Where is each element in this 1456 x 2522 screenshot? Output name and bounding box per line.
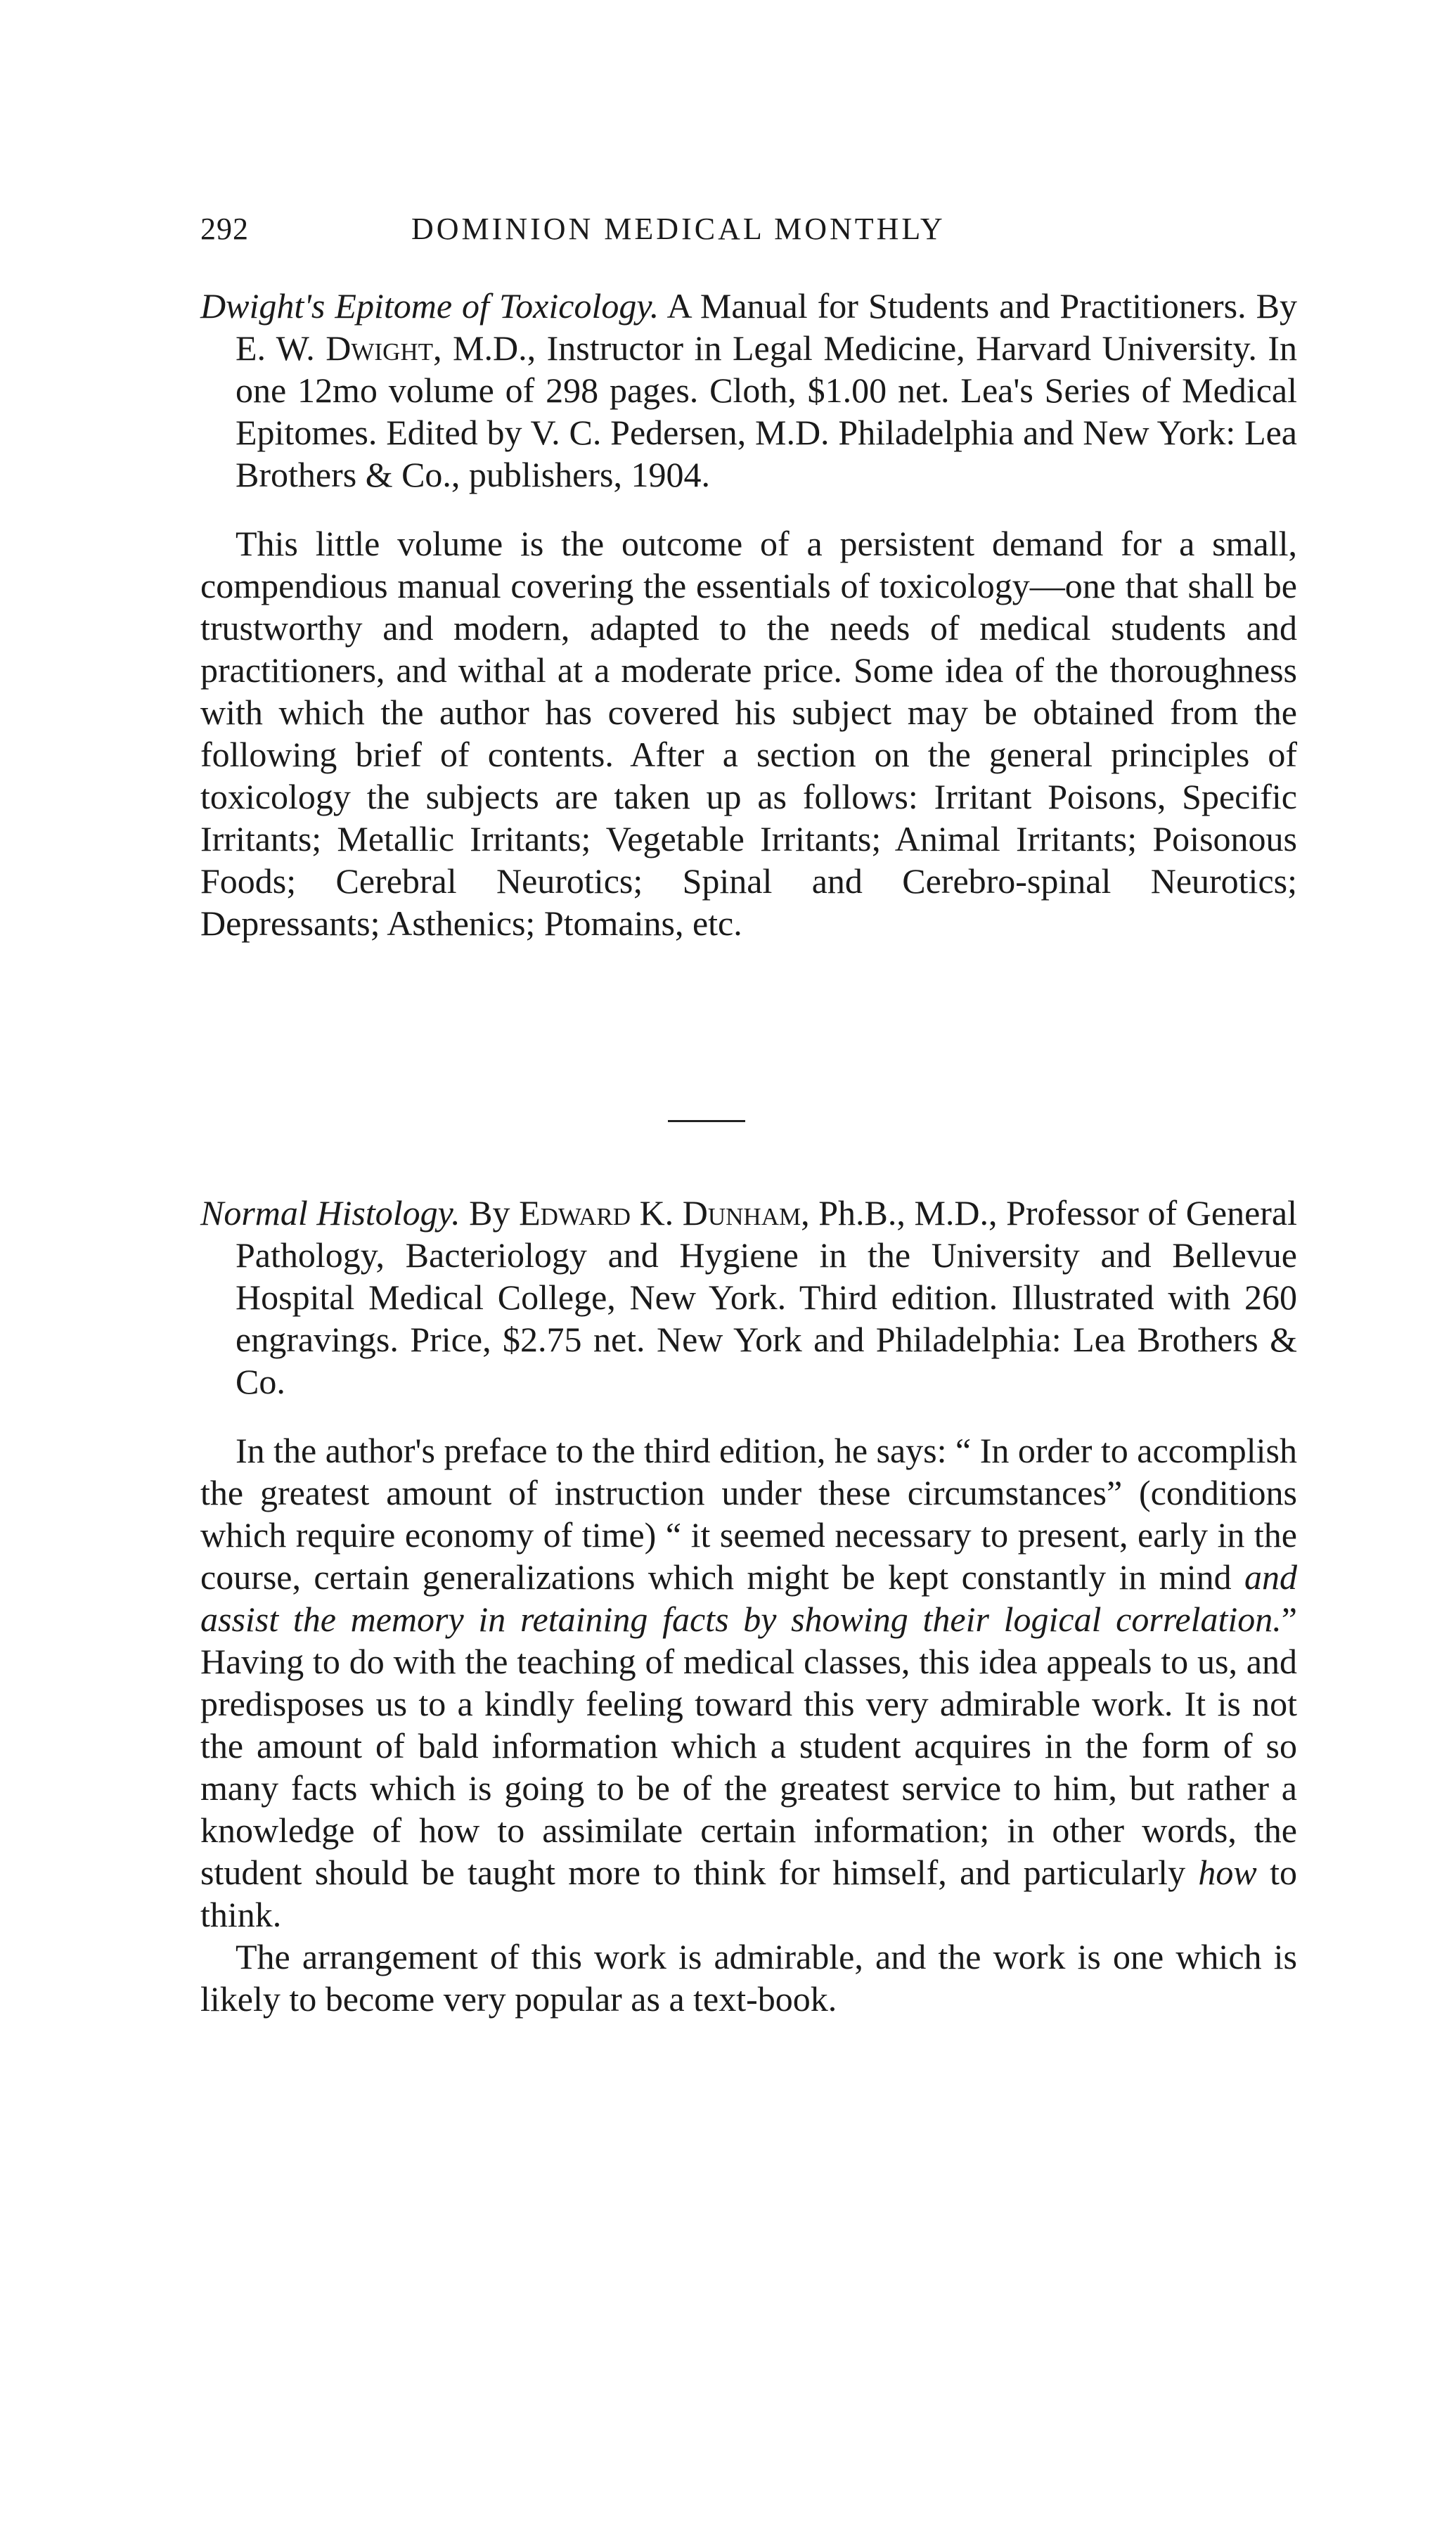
paragraph-text: ” Having to do with the teaching of medical classes, this idea appeals to us, and predisposes us to a kindly feeling toward this very admirable work. It is not the amount of bald information which a student acquires in the form of so many facts which is going to be of the greatest service to him, but rather a knowledge of how to assimilate certain information; in other words, the student should be taught more to think for himself, and particularly [200,1600,1297,1892]
review-histology [200,1192,1297,2020]
paragraph-text: In the author's preface to the third edition, he says: “ In order to accomplish the greatest amount of instruction under these circumstances” (conditions which require economy of time) “ it seemed necessary to present, early in the course, certain generalizations which might be kept constantly in mind [200,1431,1297,1597]
citation-text: A Manual for Students and Practitioners. By [659,286,1297,326]
italic-word: how [1198,1853,1257,1892]
review-citation [200,1192,1297,1403]
review-paragraph [200,1429,1297,1936]
citation-text: , M.D., Instructor in Legal Medicine, Harvard University. In one 12mo volume of 298 pages. Cloth, $1.00 net. Lea's Series of Medical Epitomes. Edited by V. C. Pedersen, M.D. Philadelphia and New York: Lea Brothers & Co., publishers, 1904. [236,328,1297,494]
book-author: Edward K. Dunham [519,1193,801,1233]
review-paragraph: This little volume is the outcome of a persistent demand for a small, compendious manual covering the essentials of toxicology—one that shall be trustworthy and modern, adapted to the needs of medical students and practitioners, and withal at a moderate price. Some idea of the thoroughness with which the author has covered his subject may be obtained from the following brief of contents. After a section on the general principles of toxicology the subjects are taken up as follows: Irritant Poisons, Specific Irritants; Metallic Irritants; Vegetable Irritants; Animal Irritants; Poisonous Foods; Cerebral Neurotics; Spinal and Cerebro-spinal Neurotics; Depressants; Asthenics; Ptomains, etc. [200,524,1297,943]
running-head: DOMINION MEDICAL MONTHLY [411,212,946,246]
page-number: 292 [200,212,249,246]
review-paragraph: The arrangement of this work is admirable, and the work is one which is likely to become very popular as a text-book. [200,1937,1297,2019]
book-title: Normal Histology. [200,1193,460,1233]
citation-text: By [460,1193,520,1233]
section-divider [668,1120,745,1122]
page-header [200,211,1072,253]
citation-text: , Ph.B., M.D., Professor of General Pathology, Bacteriology and Hygiene in the University and Bellevue Hospital Medical College, New York. Third edition. Illustrated with 260 engravings. Price, $2.75 net. New York and Philadelphia: Lea Brothers & Co. [236,1193,1298,1401]
book-title: Dwight's Epitome of Toxicology. [200,286,659,326]
book-author: E. W. Dwight [236,328,434,368]
paragraph-text: to think. [200,1853,1297,1934]
review-toxicology [200,285,1297,944]
review-citation [200,285,1297,496]
italic-quote: and assist the memory in retaining facts by showing their logical correlation. [200,1557,1297,1639]
